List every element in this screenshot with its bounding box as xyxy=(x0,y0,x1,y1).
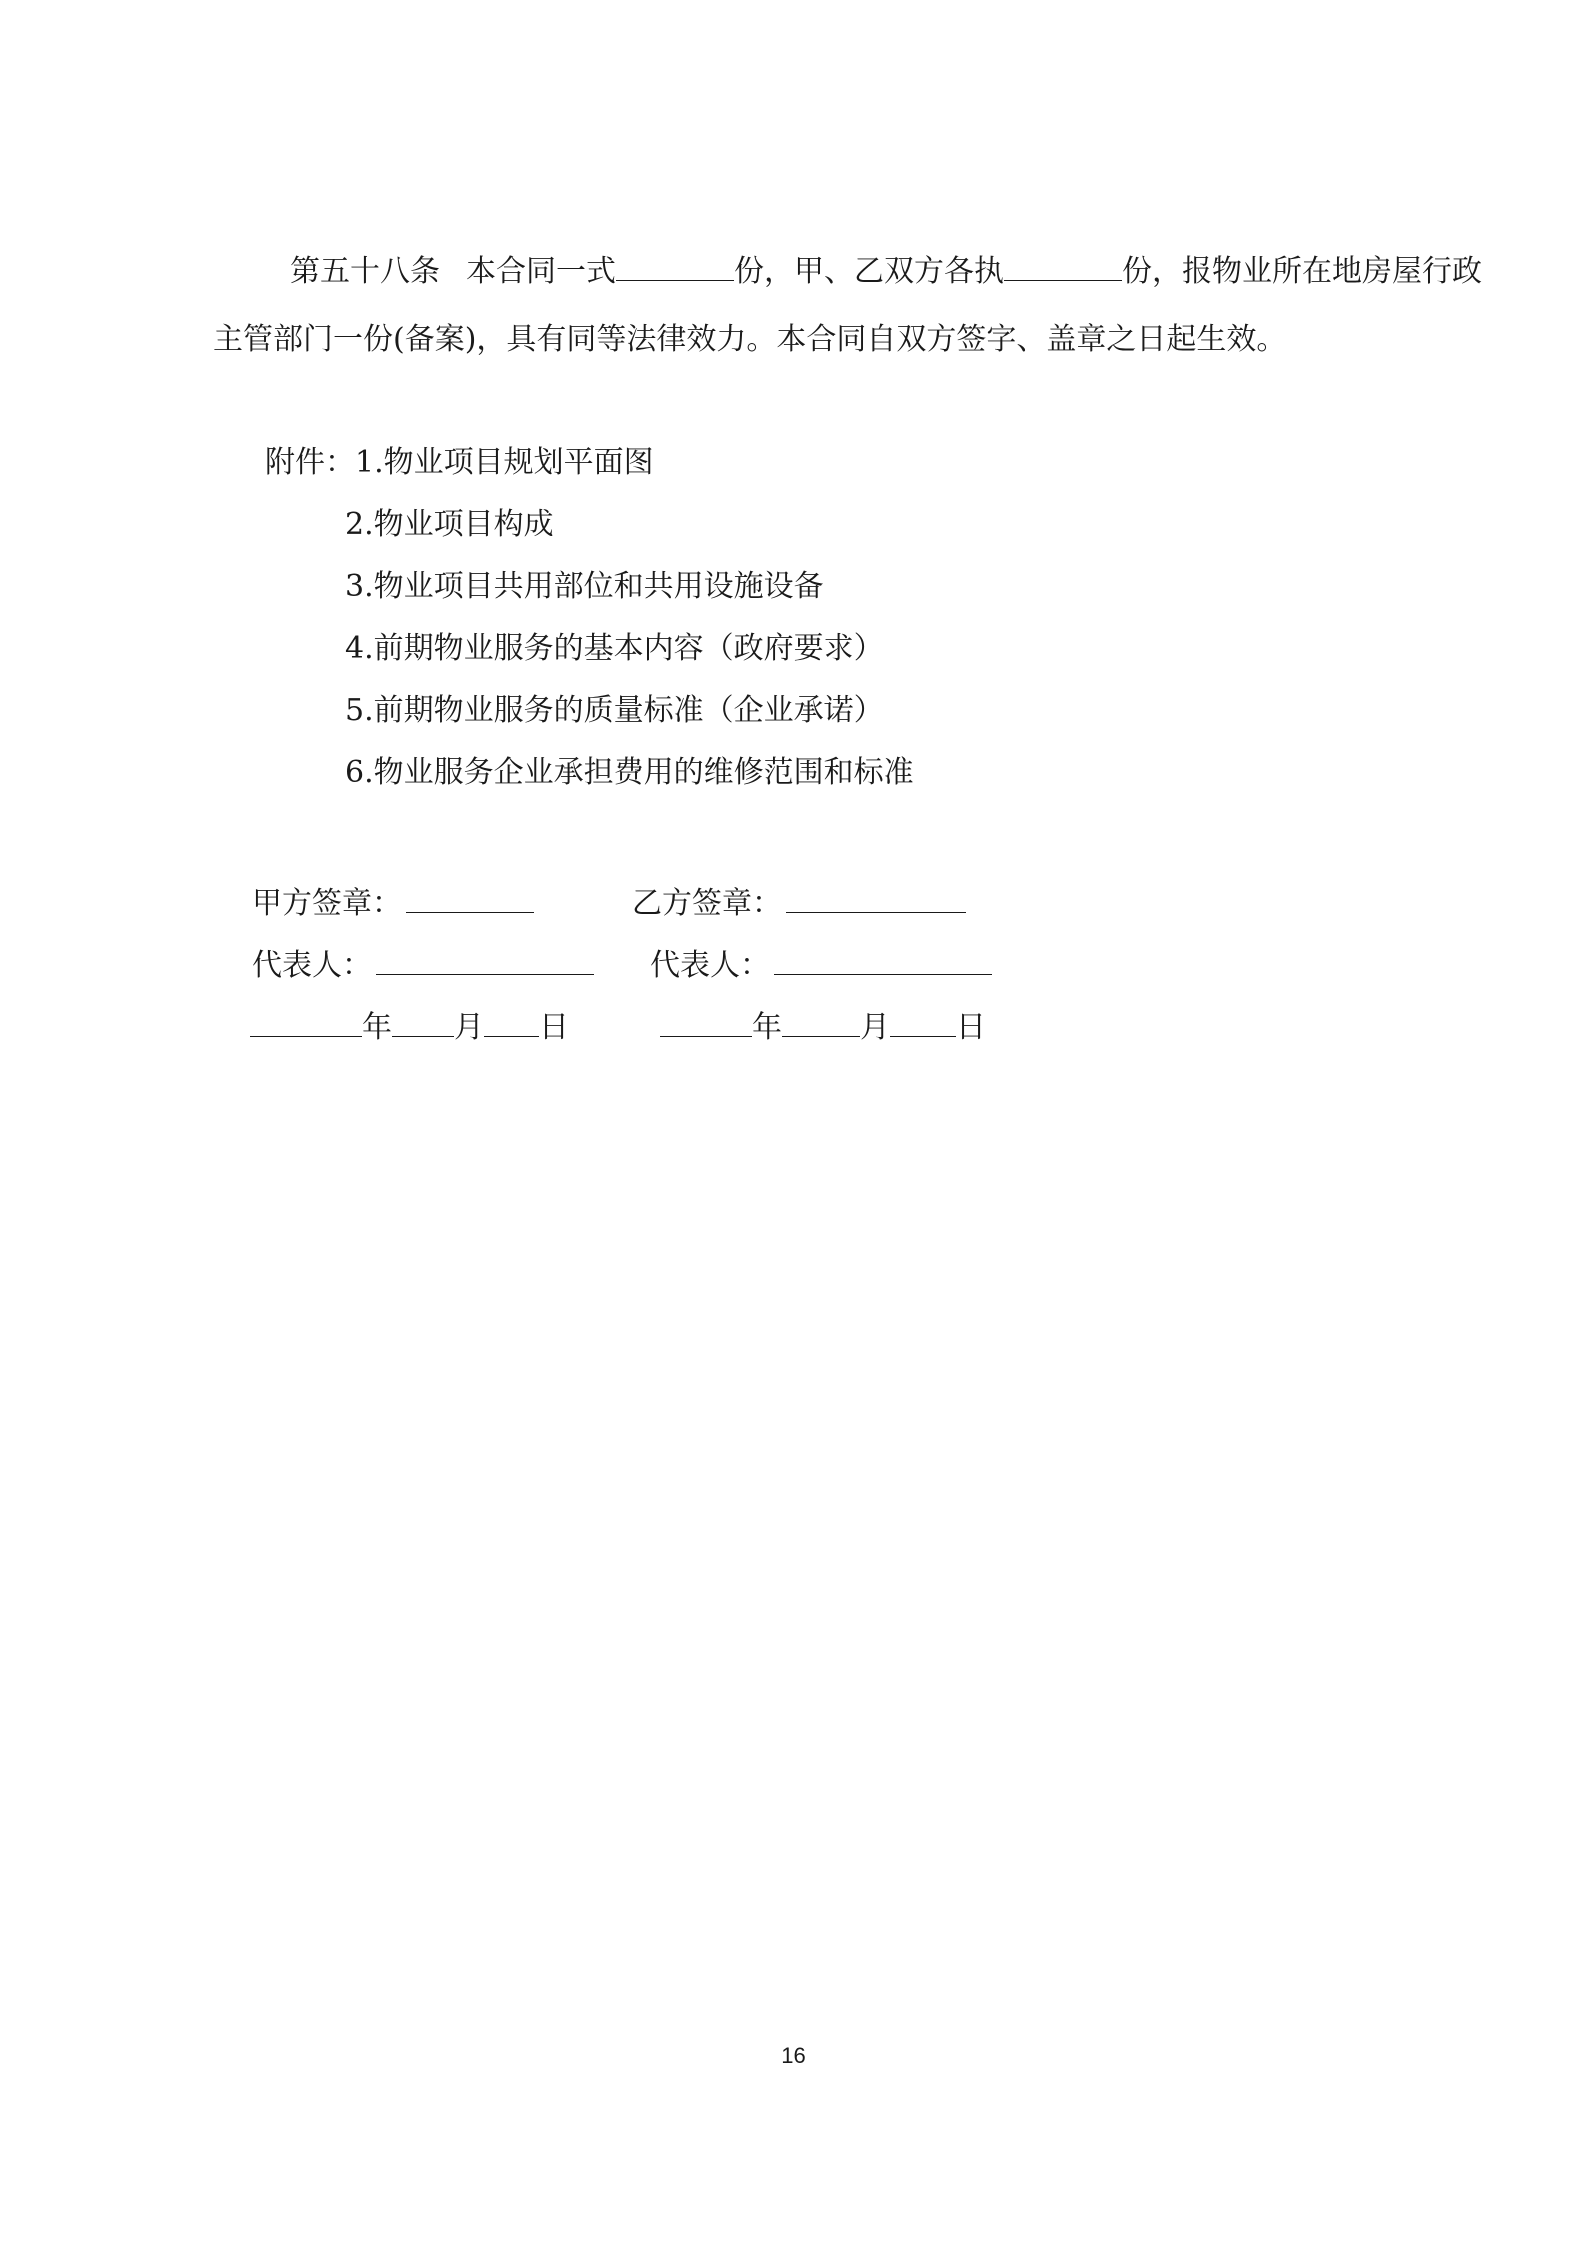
representative-b-blank[interactable] xyxy=(774,944,992,975)
attachment-item: 1.物业项目规划平面图 xyxy=(355,445,654,480)
representative-a-label: 代表人： xyxy=(252,948,372,983)
article-58-text-c: 份，报物业所在地房屋行政 xyxy=(1122,254,1482,289)
party-a-seal-blank[interactable] xyxy=(406,882,534,913)
year-label: 年 xyxy=(362,1010,392,1045)
month-label: 月 xyxy=(454,1010,484,1045)
representative-a-blank[interactable] xyxy=(376,944,594,975)
month-label: 月 xyxy=(860,1010,890,1045)
party-a-seal-row xyxy=(252,882,534,924)
day-label: 日 xyxy=(539,1010,569,1045)
article-58-heading: 第五十八条 xyxy=(290,254,440,289)
party-b-seal-label: 乙方签章： xyxy=(632,886,782,921)
party-b-seal-blank[interactable] xyxy=(786,882,966,913)
attachments-first-line xyxy=(265,443,654,483)
date-b-day-blank[interactable] xyxy=(890,1006,956,1037)
representative-b-row xyxy=(650,944,992,986)
attachments-label: 附件： xyxy=(265,445,355,480)
date-b-month-blank[interactable] xyxy=(782,1006,860,1037)
date-b-row xyxy=(660,1006,986,1048)
article-58-text-a: 本合同一式 xyxy=(466,254,616,289)
attachment-item: 6.物业服务企业承担费用的维修范围和标准 xyxy=(345,755,914,790)
party-b-seal-row xyxy=(632,882,966,924)
attachment-item: 3.物业项目共用部位和共用设施设备 xyxy=(345,569,824,604)
attachment-item: 5.前期物业服务的质量标准（企业承诺） xyxy=(345,693,884,728)
day-label: 日 xyxy=(956,1010,986,1045)
party-a-seal-label: 甲方签章： xyxy=(252,886,402,921)
copies-total-blank[interactable] xyxy=(616,250,734,281)
date-a-year-blank[interactable] xyxy=(250,1006,362,1037)
year-label: 年 xyxy=(752,1010,782,1045)
article-58-line-1 xyxy=(290,250,1482,292)
article-58-line-2: 主管部门一份(备案)，具有同等法律效力。本合同自双方签字、盖章之日起生效。 xyxy=(213,322,1287,357)
article-58-text-b: 份，甲、乙双方各执 xyxy=(734,254,1004,289)
date-a-month-blank[interactable] xyxy=(392,1006,454,1037)
representative-b-label: 代表人： xyxy=(650,948,770,983)
date-a-day-blank[interactable] xyxy=(484,1006,539,1037)
attachment-item: 2.物业项目构成 xyxy=(345,507,554,542)
attachment-item: 4.前期物业服务的基本内容（政府要求） xyxy=(345,631,884,666)
copies-each-blank[interactable] xyxy=(1004,250,1122,281)
representative-a-row xyxy=(252,944,594,986)
date-a-row xyxy=(250,1006,569,1048)
page-number: 16 xyxy=(781,2043,806,2068)
date-b-year-blank[interactable] xyxy=(660,1006,752,1037)
